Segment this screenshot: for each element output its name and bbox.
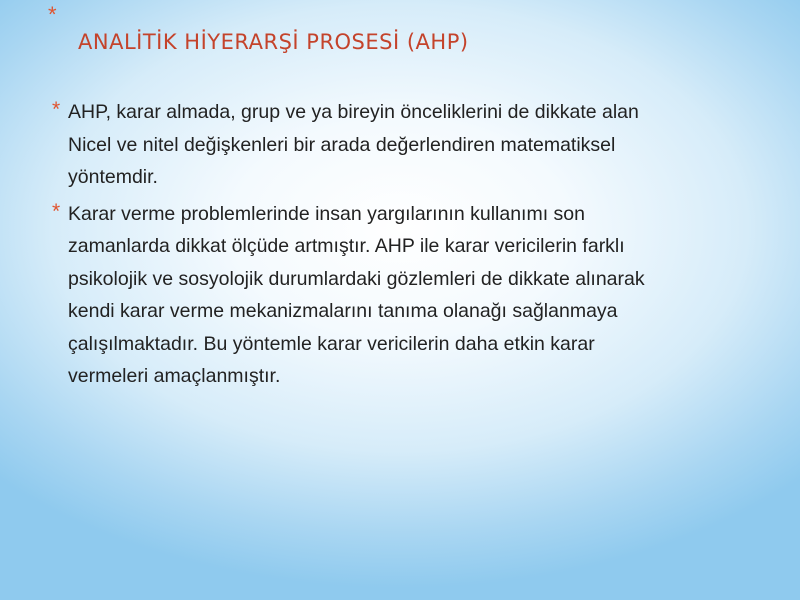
slide-title: ANALİTİK HİYERARŞİ PROSESİ (AHP) bbox=[78, 30, 469, 54]
bullet-line: AHP, karar almada, grup ve ya bireyin önceliklerini de dikkate alan bbox=[68, 101, 639, 123]
bullet-item bbox=[50, 198, 750, 393]
bullet-line: yöntemdir. bbox=[68, 166, 158, 188]
bullet-line: zamanlarda dikkat ölçüde artmıştır. AHP ile karar vericilerin farklı bbox=[68, 235, 625, 257]
bullet-line: vermeleri amaçlanmıştır. bbox=[68, 365, 281, 387]
title-star-icon: * bbox=[48, 2, 57, 27]
title-row bbox=[48, 0, 768, 60]
bullet-line: çalışılmaktadır. Bu yöntemle karar vericilerin daha etkin karar bbox=[68, 332, 595, 355]
bullet-line: psikolojik ve sosyolojik durumlardaki gözlemleri de dikkate alınarak bbox=[68, 267, 645, 290]
bullet-item bbox=[50, 96, 750, 194]
bullet-star-icon: * bbox=[52, 199, 61, 223]
bullet-line: kendi karar verme mekanizmalarını tanıma olanağı sağlanmaya bbox=[68, 300, 618, 322]
bullet-star-icon: * bbox=[52, 98, 61, 121]
bullet-line: Nicel ve nitel değişkenleri bir arada değerlendiren matematiksel bbox=[68, 133, 616, 156]
bullet-line: Karar verme problemlerinde insan yargılarının kullanımı son bbox=[68, 202, 585, 225]
slide-content bbox=[50, 96, 750, 397]
